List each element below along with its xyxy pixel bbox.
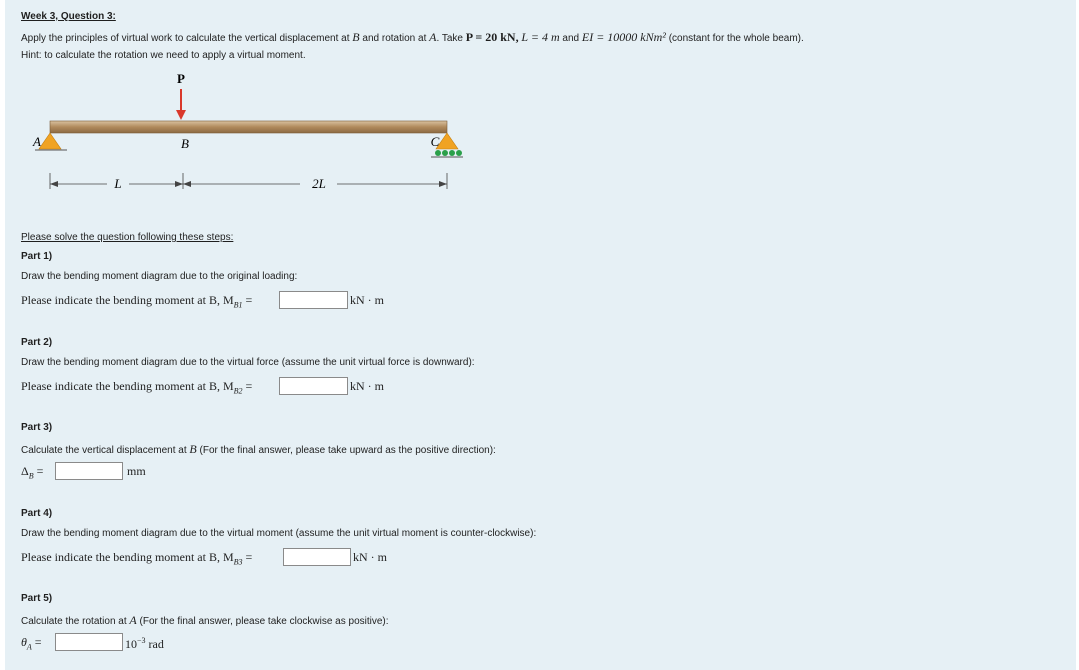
label-a: A [33, 134, 41, 149]
dim-label-2l: 2L [312, 176, 326, 191]
dim-arrow-4 [439, 181, 447, 187]
part4-prompt-sub: B3 [233, 557, 243, 567]
pin-support-a [39, 133, 61, 149]
intro-suffix: (constant for the whole beam). [668, 33, 804, 44]
part5-unit-rad: rad [148, 637, 164, 651]
intro-ei: EI = 10000 kNm² [581, 30, 666, 44]
part1-text: Draw the bending moment diagram due to the original loading: [21, 271, 298, 282]
question-panel [5, 0, 1076, 670]
part3-text-post: (For the final answer, please take upward as the positive direction): [199, 445, 496, 456]
part2-prompt [21, 379, 252, 398]
part3-text-pre: Calculate the vertical displacement at [21, 445, 187, 456]
part5-text [21, 613, 389, 628]
beam [50, 121, 447, 133]
part3-heading: Part 3) [21, 422, 53, 433]
part5-label-symbol: θ [21, 635, 27, 649]
part5-text-post: (For the final answer, please take clockwise as positive): [139, 616, 389, 627]
part3-displacement-input[interactable] [55, 462, 123, 480]
part5-label-eq: = [34, 635, 42, 649]
part3-label [21, 464, 43, 483]
label-c: C [430, 134, 440, 149]
roller-3 [449, 150, 455, 156]
part2-prompt-sub: B2 [233, 386, 243, 396]
part2-unit: kN · m [350, 379, 384, 393]
intro-a: A [429, 30, 437, 44]
intro-p: P = 20 kN, [465, 30, 519, 44]
part1-moment-input[interactable] [279, 291, 348, 309]
part4-prompt-eq: = [245, 550, 253, 564]
part5-heading: Part 5) [21, 593, 53, 604]
intro-mid: and rotation at [362, 33, 427, 44]
intro-take: . Take [436, 33, 463, 44]
label-b: B [181, 136, 189, 151]
part2-moment-input[interactable] [279, 377, 348, 395]
part1-prompt-text: Please indicate the bending moment at B, M [21, 293, 234, 307]
part2-prompt-eq: = [245, 379, 253, 393]
part3-label-eq: = [36, 464, 44, 478]
load-label-p: P [177, 71, 185, 86]
part4-heading: Part 4) [21, 508, 53, 519]
part4-unit: kN · m [353, 550, 387, 564]
part3-text-b: B [189, 442, 197, 456]
dim-label-l: L [114, 176, 122, 191]
intro-and: and [562, 33, 580, 44]
part2-heading: Part 2) [21, 337, 53, 348]
part5-unit-exp: −3 [137, 636, 146, 645]
part1-prompt [21, 293, 252, 312]
part1-heading: Part 1) [21, 251, 53, 262]
dim-arrow-2 [175, 181, 183, 187]
part4-text: Draw the bending moment diagram due to the virtual moment (assume the unit virtual moment is counter-clockwise): [21, 528, 537, 539]
part4-prompt-text: Please indicate the bending moment at B, M [21, 550, 234, 564]
part5-rotation-input[interactable] [55, 633, 123, 651]
load-arrow-head [176, 110, 186, 120]
part4-moment-input[interactable] [283, 548, 351, 566]
beam-figure [25, 68, 505, 198]
part3-text [21, 442, 496, 457]
part1-unit: kN · m [350, 293, 384, 307]
part2-text: Draw the bending moment diagram due to the virtual force (assume the unit virtual force is downward): [21, 357, 475, 368]
part4-prompt [21, 550, 252, 569]
roller-2 [442, 150, 448, 156]
roller-4 [456, 150, 462, 156]
roller-1 [435, 150, 441, 156]
intro-prefix: Apply the principles of virtual work to calculate the vertical displacement at [21, 33, 350, 44]
dim-arrow-3 [183, 181, 191, 187]
intro-text [21, 30, 804, 45]
part5-label [21, 635, 42, 654]
dim-arrow-1 [50, 181, 58, 187]
hint-text: Hint: to calculate the rotation we need to apply a virtual moment. [21, 50, 306, 61]
part1-prompt-sub: B1 [233, 300, 243, 310]
intro-b: B [352, 30, 360, 44]
part5-text-pre: Calculate the rotation at [21, 616, 127, 627]
part3-label-symbol: Δ [21, 464, 29, 478]
part5-label-sub: A [26, 642, 32, 652]
part2-prompt-text: Please indicate the bending moment at B, M [21, 379, 234, 393]
part1-prompt-eq: = [245, 293, 253, 307]
part5-unit [125, 634, 164, 651]
part5-text-a: A [129, 613, 137, 627]
part3-label-sub: B [28, 471, 34, 481]
steps-intro: Please solve the question following these steps: [21, 232, 234, 243]
part5-unit-base: 10 [125, 637, 137, 651]
question-title: Week 3, Question 3: [21, 11, 116, 22]
part3-unit: mm [127, 464, 146, 478]
intro-l: L = 4 m [521, 30, 560, 44]
